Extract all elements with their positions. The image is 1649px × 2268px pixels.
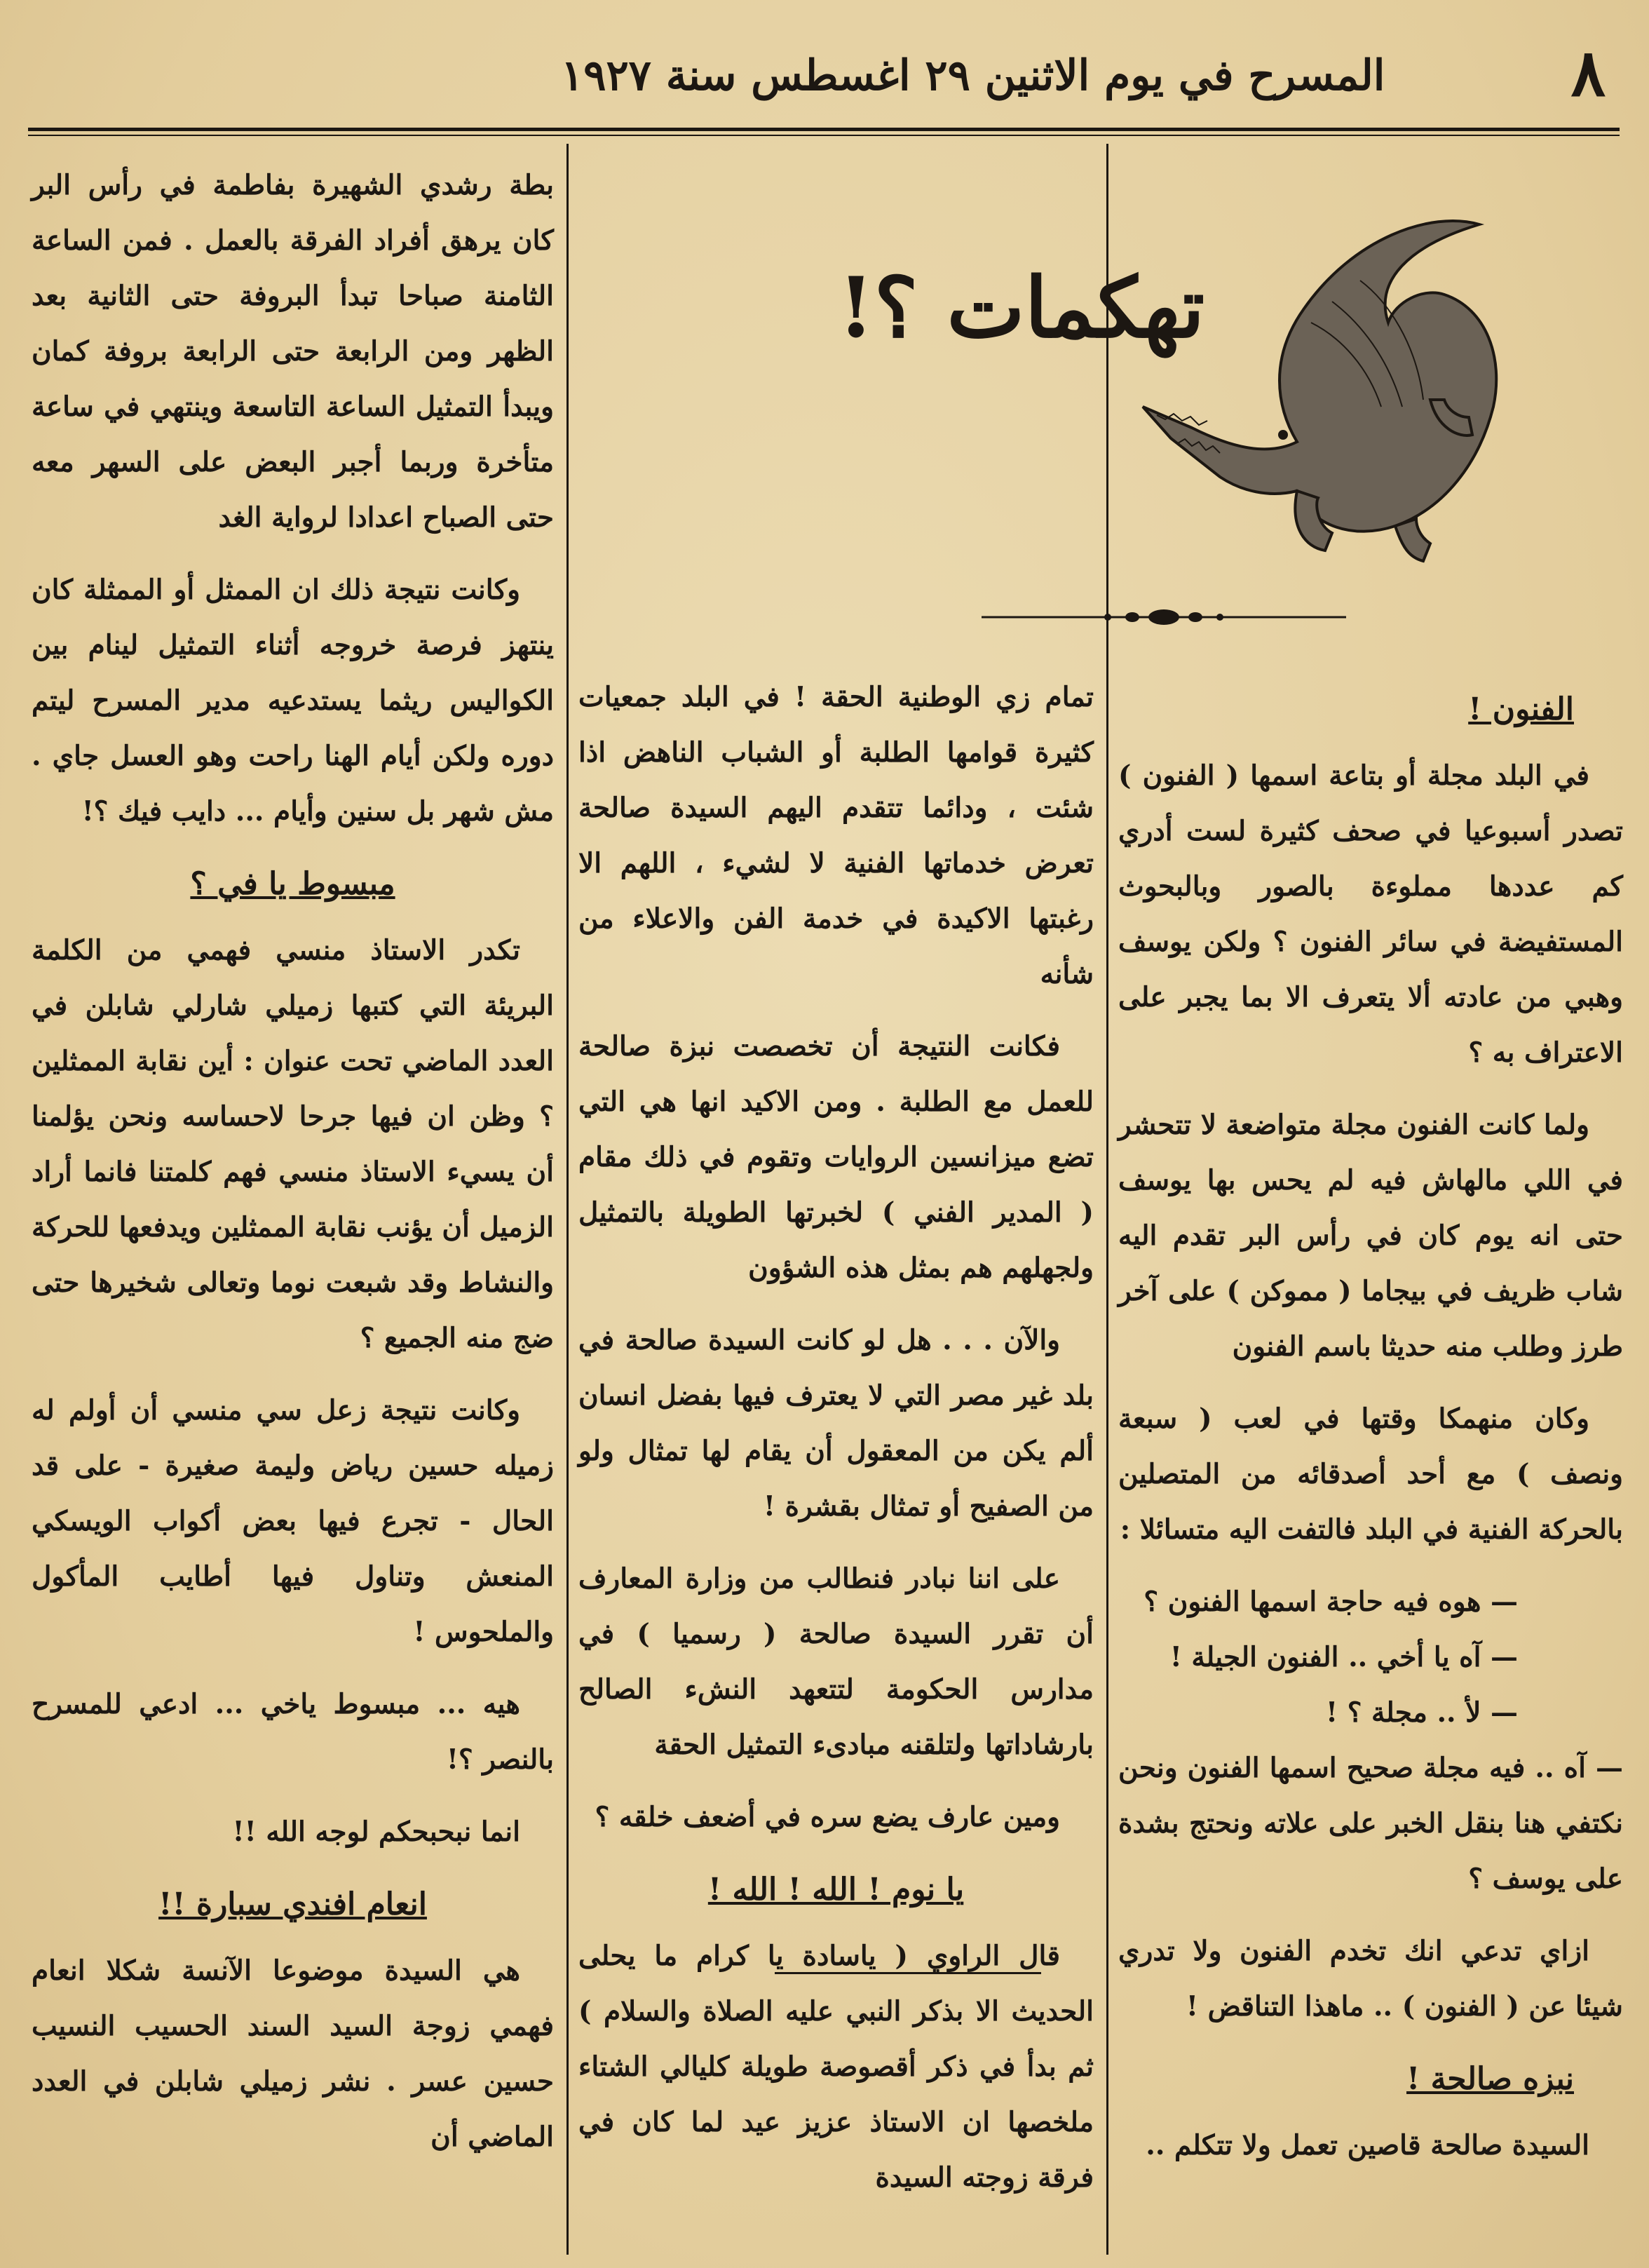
column-left [32, 158, 554, 2182]
dialogue-line: — لأ .. مجلة ؟ ! [1326, 1696, 1518, 1729]
dialogue-line: — آه يا أخي .. الفنون الجيلة ! [1169, 1641, 1518, 1673]
paragraph: ازاي تدعي انك تخدم الفنون ولا تدري شيئا عن ( الفنون ) .. ماهذا التناقض ! [1118, 1935, 1623, 2023]
paragraph: هي السيدة موضوعا الآنسة شكلا انعام فهمي زوجة السيد السند الحسيب النسيب حسين عسر . نشر زميلي شابلن في العدد الماضي أن [32, 1955, 554, 2153]
header-rule [28, 128, 1620, 131]
paragraph: السيدة صالحة قاصين تعمل ولا تتكلم .. [1146, 2129, 1589, 2161]
feature-title: تهكمات ؟! [838, 259, 1205, 356]
heading-inaam: انعام افندي سبارة !! [158, 1886, 427, 1922]
heading-nabza-saleha: نبزه صالحة ! [1406, 2061, 1574, 2097]
paragraph: بطة رشدي الشهيرة بفاطمة في رأس البر كان يرهق أفراد الفرقة بالعمل . فمن الساعة الثامنة صباحا تبدأ البروفة حتى الثانية بعد الظهر ومن الرابعة حتى الرابعة بروفة كمان ويبدأ التمثيل الساعة التاسعة وينتهي في ساعة متأخرة وربما أجبر البعض على السهر معه حتى الصباح اعدادا لرواية الغد [32, 169, 554, 534]
heading-underline [775, 1972, 1041, 1974]
paragraph: تكدر الاستاذ منسي فهمي من الكلمة البريئة التي كتبها زميلي شارلي شابلن في العدد الماضي تحت عنوان : أين نقابة الممثلين ؟ وظن ان فيها جرحا لاحساسه ونحن يؤلمنا أن يسيء الاستاذ منسي فهم كلمتنا فانما أراد الزميل أن يؤنب نقابة الممثلين ويدفعها للحركة والنشاط وقد شبعت نوما وتعالى شخيرها حتى ضج منه الجميع ؟ [32, 934, 554, 1354]
paragraph: وكانت نتيجة زعل سي منسي أن أولم له زميله حسين رياض وليمة صغيرة - على قد الحال - تجرع فيها بعض أكواب الويسكي المنعش وتناول فيها أطايب المأكول والملحوس ! [32, 1394, 554, 1648]
paragraph: هيه ... مبسوط ياخي ... ادعي للمسرح بالنصر ؟! [32, 1688, 554, 1776]
column-middle [578, 670, 1094, 2222]
column-divider-left [566, 144, 569, 2255]
paragraph: ولما كانت الفنون مجلة متواضعة لا تتحشر في اللي مالهاش فيه لم يحس بها يوسف حتى انه يوم كان في رأس البر تقدم اليه شاب ظريف في بيجاما ( مموكن ) على آخر طرز وطلب منه حديثا باسم الفنون [1118, 1109, 1623, 1363]
dialogue-line: — هوه فيه حاجة اسمها الفنون ؟ [1144, 1586, 1518, 1618]
paragraph: والآن . . . هل لو كانت السيدة صالحة في بلد غير مصر التي لا يعترف فيها بفضل انسان ألم يكن من المعقول أن يقام لها تمثال ولو من الصفيح أو تمثال بقشرة ! [578, 1324, 1094, 1523]
paragraph: قال الراوي ( ياسادة يا كرام ما يحلى الحديث الا بذكر النبي عليه الصلاة والسلام ) ثم بدأ في ذكر أقصوصة طويلة كليالي الشتاء ملخصها ان الاستاذ عزيز عيد لما كان في فرقة زوجته السيدة [578, 1940, 1094, 2194]
paragraph: انما نبحبحكم لوجه الله !! [232, 1816, 520, 1848]
paragraph: فكانت النتيجة أن تخصصت نبزة صالحة للعمل مع الطلبة . ومن الاكيد انها هي التي تضع ميزانسين الروايات وتقوم في ذلك مقام ( المدير الفني ) لخبرتها الطويلة بالتمثيل ولجهلهم هم بمثل هذه الشؤون [578, 1030, 1094, 1284]
heading-ya-nom: يا نوم ! الله ! الله ! [707, 1872, 965, 1908]
crocodile-illustration [1129, 196, 1507, 568]
column-right [1118, 673, 1623, 2190]
page-header [28, 28, 1620, 133]
header-rule-thin [28, 135, 1620, 136]
paragraph: ومين عارف يضع سره في أضعف خلقه ؟ [595, 1801, 1060, 1833]
paragraph: في البلد مجلة أو بتاعة اسمها ( الفنون ) تصدر أسبوعيا في صحف كثيرة لست أدري كم عددها مملوءة بالصور وبالبحوث المستفيضة في سائر الفنون ؟ ولكن يوسف وهبي من عادته ألا يتعرف الا بما يجبر على الاعتراف به ؟ [1118, 760, 1623, 1069]
column-divider-right [1106, 144, 1108, 2255]
ornament-divider [982, 600, 1346, 635]
heading-al-funun: الفنون ! [1468, 691, 1574, 727]
paragraph: تمام زي الوطنية الحقة ! في البلد جمعيات كثيرة قوامها الطلبة أو الشباب الناهض اذا شئت ، ودائما تتقدم اليهم السيدة صالحة تعرض خدماتها الفنية لا لشيء ، اللهم الا رغبتها الاكيدة في خدمة الفن والاعلاء من شأنه [578, 681, 1094, 990]
paragraph: على اننا نبادر فنطالب من وزارة المعارف أن تقرر السيدة صالحة ( رسميا ) في مدارس الحكومة لتتعهد النشء الصالح بارشاداتها ولتلقنه مبادىء التمثيل الحقة [578, 1562, 1094, 1761]
paragraph: وكانت نتيجة ذلك ان الممثل أو الممثلة كان ينتهز فرصة خروجه أثناء التمثيل لينام بين الكواليس ريثما يستدعيه مدير المسرح ليتم دوره ولكن أيام الهنا راحت وهو العسل جاي . مش شهر بل سنين وأيام ... دايب فيك ؟! [32, 574, 554, 828]
page-number: ٨ [1570, 35, 1606, 111]
paragraph: — آه .. فيه مجلة صحيح اسمها الفنون ونحن نكتفي هنا بنقل الخبر على علاته ونحتج بشدة على يوسف ؟ [1118, 1752, 1623, 1895]
paragraph: وكان منهمكا وقتها في لعب ( سبعة ونصف ) مع أحد أصدقائه من المتصلين بالحركة الفنية في البلد فالتفت اليه متسائلا : [1118, 1403, 1623, 1546]
running-title: المسرح في يوم الاثنين ٢٩ اغسطس سنة ١٩٢٧ [561, 51, 1385, 100]
heading-mabsout: مبسوط يا في ؟ [190, 866, 395, 902]
